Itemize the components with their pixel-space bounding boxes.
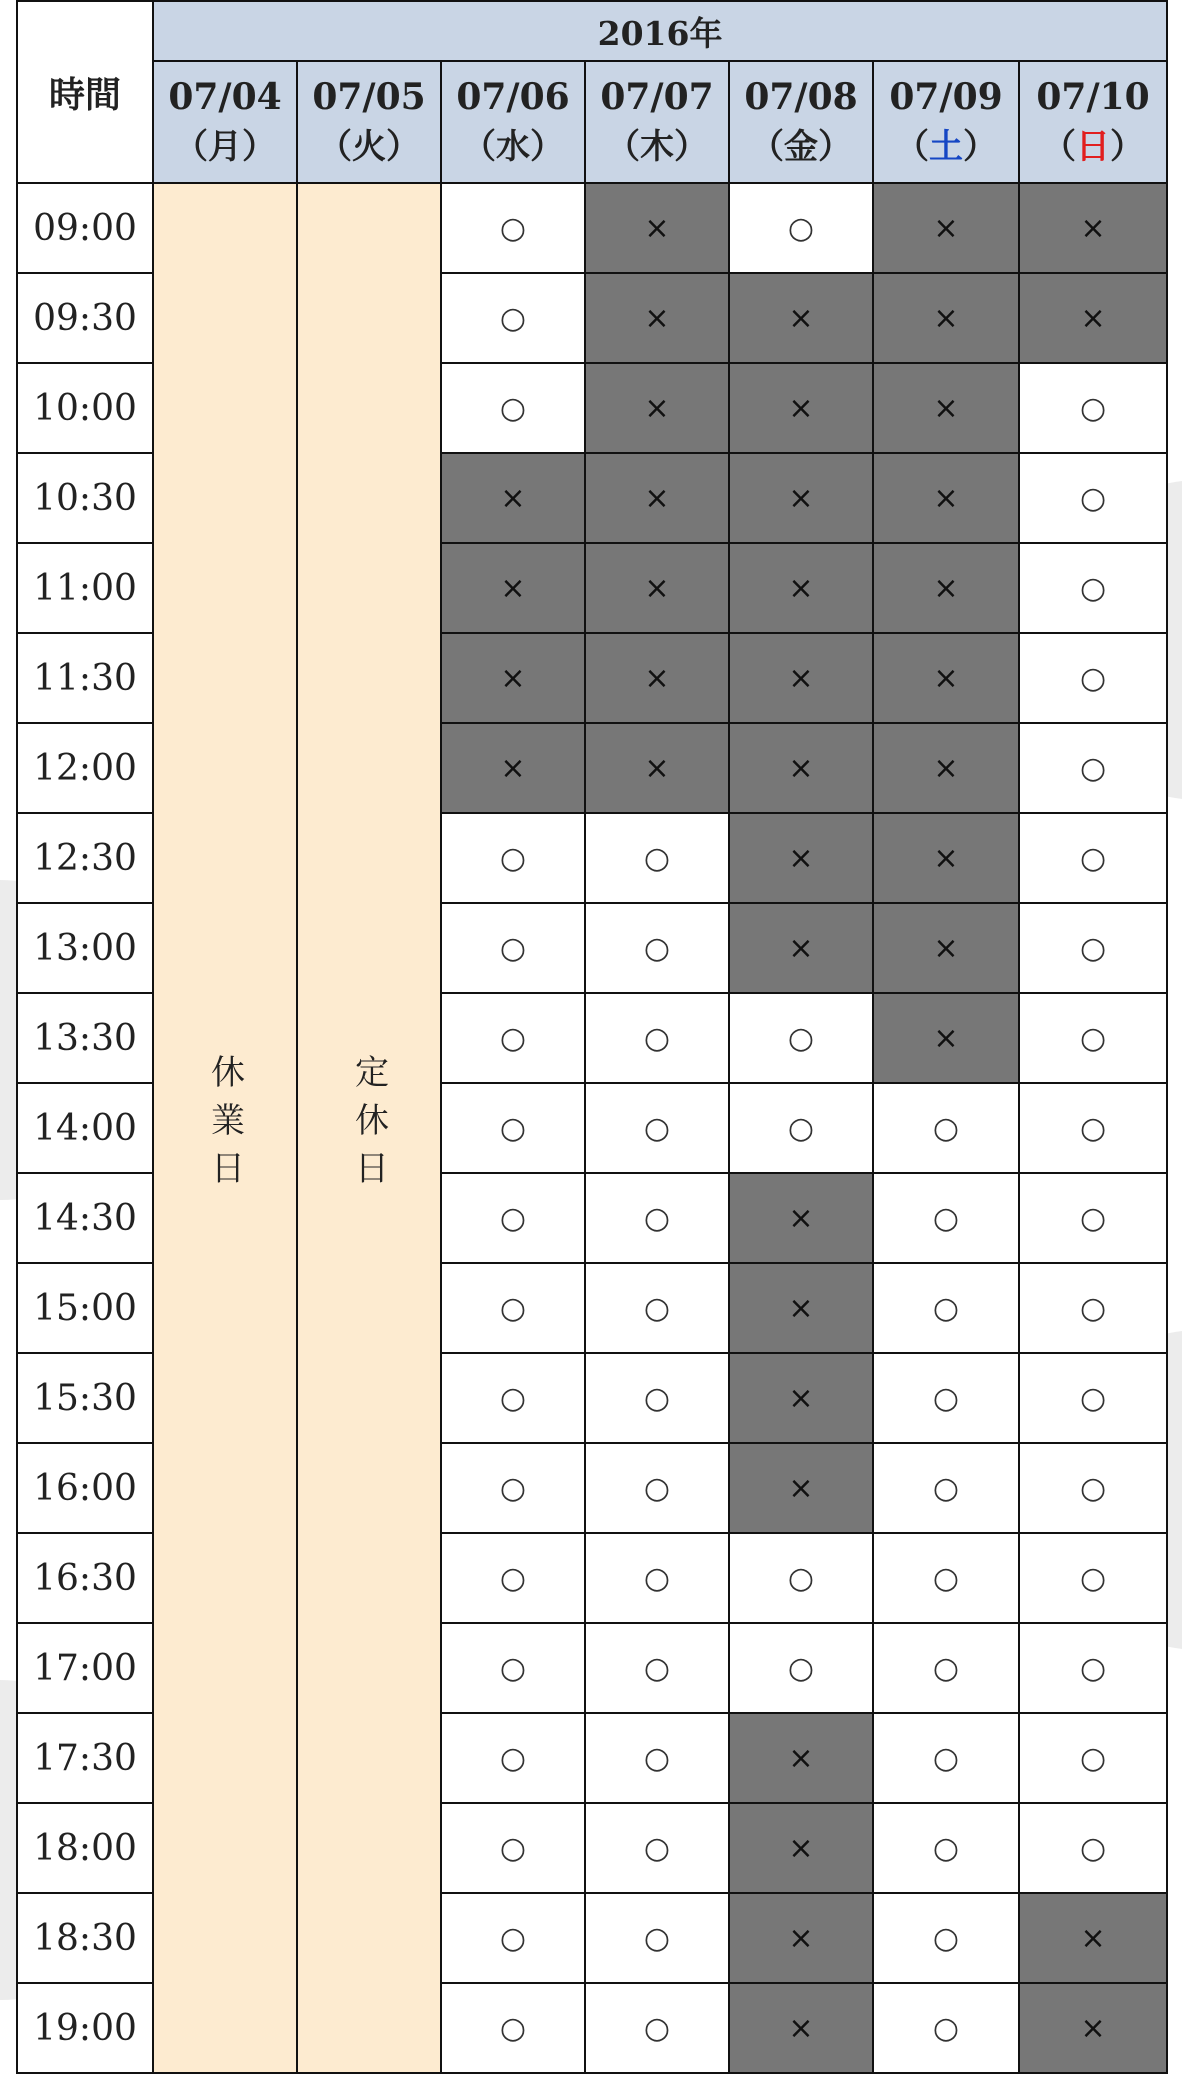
time-cell: 13:30 (17, 993, 153, 1083)
unavailable-slot: × (585, 183, 729, 273)
available-slot[interactable]: ○ (1019, 1713, 1167, 1803)
unavailable-slot: × (441, 543, 585, 633)
unavailable-slot: × (441, 453, 585, 543)
day-weekday: （日） (1042, 127, 1145, 168)
day-weekday: （月） (174, 127, 276, 168)
time-cell: 15:00 (17, 1263, 153, 1353)
unavailable-slot: × (729, 903, 873, 993)
day-header (729, 61, 873, 183)
available-slot[interactable]: ○ (873, 1713, 1019, 1803)
available-slot[interactable]: ○ (441, 813, 585, 903)
day-date: 07/07 (600, 76, 714, 119)
available-slot[interactable]: ○ (1019, 993, 1167, 1083)
available-slot[interactable]: ○ (1019, 543, 1167, 633)
available-slot[interactable]: ○ (1019, 633, 1167, 723)
available-slot[interactable]: ○ (585, 1623, 729, 1713)
time-cell: 10:00 (17, 363, 153, 453)
time-cell: 12:30 (17, 813, 153, 903)
day-date: 07/09 (889, 76, 1003, 119)
day-date: 07/10 (1036, 76, 1150, 119)
unavailable-slot: × (873, 903, 1019, 993)
unavailable-slot: × (441, 633, 585, 723)
available-slot[interactable]: ○ (873, 1803, 1019, 1893)
available-slot[interactable]: ○ (441, 903, 585, 993)
available-slot[interactable]: ○ (873, 1173, 1019, 1263)
available-slot[interactable]: ○ (585, 813, 729, 903)
available-slot[interactable]: ○ (873, 1983, 1019, 2073)
available-slot[interactable]: ○ (441, 1083, 585, 1173)
unavailable-slot: × (729, 363, 873, 453)
day-weekday: （土） (895, 127, 997, 168)
available-slot[interactable]: ○ (1019, 1173, 1167, 1263)
available-slot[interactable]: ○ (585, 1443, 729, 1533)
available-slot[interactable]: ○ (441, 1713, 585, 1803)
available-slot[interactable]: ○ (873, 1893, 1019, 1983)
day-header (873, 61, 1019, 183)
unavailable-slot: × (729, 1713, 873, 1803)
available-slot[interactable]: ○ (585, 1983, 729, 2073)
closed-day-cell (153, 183, 297, 2073)
day-date: 07/05 (312, 76, 426, 119)
available-slot[interactable]: ○ (729, 993, 873, 1083)
unavailable-slot: × (729, 273, 873, 363)
unavailable-slot: × (873, 543, 1019, 633)
time-cell: 09:30 (17, 273, 153, 363)
available-slot[interactable]: ○ (441, 1803, 585, 1893)
available-slot[interactable]: ○ (441, 1983, 585, 2073)
available-slot[interactable]: ○ (873, 1263, 1019, 1353)
available-slot[interactable]: ○ (441, 1263, 585, 1353)
day-weekday: （火） (318, 127, 420, 168)
time-cell: 14:30 (17, 1173, 153, 1263)
saturday-mark: 土 (929, 127, 963, 168)
unavailable-slot: × (729, 1803, 873, 1893)
sunday-mark: 日 (1076, 127, 1111, 168)
available-slot[interactable]: ○ (1019, 813, 1167, 903)
day-weekday: （金） (750, 127, 852, 168)
available-slot[interactable]: ○ (585, 1533, 729, 1623)
closed-day-label: 休業日 (204, 1054, 245, 1198)
available-slot[interactable]: ○ (585, 1353, 729, 1443)
available-slot[interactable]: ○ (585, 1803, 729, 1893)
available-slot[interactable]: ○ (1019, 363, 1167, 453)
available-slot[interactable]: ○ (1019, 903, 1167, 993)
available-slot[interactable]: ○ (729, 1533, 873, 1623)
unavailable-slot: × (729, 453, 873, 543)
available-slot[interactable]: ○ (1019, 1443, 1167, 1533)
available-slot[interactable]: ○ (441, 1623, 585, 1713)
day-date: 07/08 (744, 76, 858, 119)
unavailable-slot: × (729, 633, 873, 723)
unavailable-slot: × (729, 813, 873, 903)
time-cell: 18:30 (17, 1893, 153, 1983)
available-slot[interactable]: ○ (585, 903, 729, 993)
unavailable-slot: × (585, 633, 729, 723)
available-slot[interactable]: ○ (585, 1263, 729, 1353)
time-column-header: 時間 (17, 1, 153, 183)
table-row (17, 183, 1167, 273)
available-slot[interactable]: ○ (729, 1623, 873, 1713)
available-slot[interactable]: ○ (1019, 723, 1167, 813)
available-slot[interactable]: ○ (729, 183, 873, 273)
available-slot[interactable]: ○ (441, 1173, 585, 1263)
unavailable-slot: × (873, 273, 1019, 363)
available-slot[interactable]: ○ (585, 1713, 729, 1803)
available-slot[interactable]: ○ (585, 1083, 729, 1173)
day-date: 07/04 (168, 76, 282, 119)
unavailable-slot: × (585, 273, 729, 363)
available-slot[interactable]: ○ (873, 1443, 1019, 1533)
available-slot[interactable]: ○ (1019, 1083, 1167, 1173)
time-cell: 13:00 (17, 903, 153, 993)
available-slot[interactable]: ○ (441, 993, 585, 1083)
unavailable-slot: × (729, 1893, 873, 1983)
available-slot[interactable]: ○ (585, 1173, 729, 1263)
reservation-schedule-table (16, 0, 1168, 2074)
day-header (1019, 61, 1167, 183)
day-date: 07/06 (456, 76, 570, 119)
available-slot[interactable]: ○ (1019, 1623, 1167, 1713)
available-slot[interactable]: ○ (441, 1353, 585, 1443)
available-slot[interactable]: ○ (1019, 1533, 1167, 1623)
available-slot[interactable]: ○ (585, 993, 729, 1083)
day-header (297, 61, 441, 183)
day-header-row (17, 61, 1167, 183)
available-slot[interactable]: ○ (441, 183, 585, 273)
unavailable-slot: × (873, 633, 1019, 723)
unavailable-slot: × (585, 723, 729, 813)
time-cell: 14:00 (17, 1083, 153, 1173)
available-slot[interactable]: ○ (441, 1443, 585, 1533)
time-cell: 12:00 (17, 723, 153, 813)
unavailable-slot: × (873, 723, 1019, 813)
unavailable-slot: × (729, 1443, 873, 1533)
time-cell: 16:30 (17, 1533, 153, 1623)
available-slot[interactable]: ○ (873, 1623, 1019, 1713)
unavailable-slot: × (1019, 273, 1167, 363)
time-cell: 11:30 (17, 633, 153, 723)
time-cell: 10:30 (17, 453, 153, 543)
available-slot[interactable]: ○ (441, 1893, 585, 1983)
unavailable-slot: × (873, 363, 1019, 453)
time-cell: 09:00 (17, 183, 153, 273)
unavailable-slot: × (729, 1263, 873, 1353)
closed-day-label: 定休日 (348, 1054, 389, 1198)
unavailable-slot: × (441, 723, 585, 813)
available-slot[interactable]: ○ (873, 1083, 1019, 1173)
unavailable-slot: × (585, 363, 729, 453)
available-slot[interactable]: ○ (441, 273, 585, 363)
day-weekday: （木） (606, 127, 708, 168)
unavailable-slot: × (729, 723, 873, 813)
available-slot[interactable]: ○ (729, 1083, 873, 1173)
unavailable-slot: × (729, 1173, 873, 1263)
unavailable-slot: × (1019, 1893, 1167, 1983)
available-slot[interactable]: ○ (441, 363, 585, 453)
available-slot[interactable]: ○ (441, 1533, 585, 1623)
time-cell: 15:30 (17, 1353, 153, 1443)
available-slot[interactable]: ○ (873, 1353, 1019, 1443)
available-slot[interactable]: ○ (873, 1533, 1019, 1623)
unavailable-slot: × (729, 543, 873, 633)
unavailable-slot: × (1019, 1983, 1167, 2073)
time-cell: 18:00 (17, 1803, 153, 1893)
time-cell: 17:30 (17, 1713, 153, 1803)
unavailable-slot: × (873, 813, 1019, 903)
day-weekday: （水） (462, 127, 564, 168)
time-cell: 19:00 (17, 1983, 153, 2073)
day-header (153, 61, 297, 183)
unavailable-slot: × (585, 543, 729, 633)
day-header (441, 61, 585, 183)
time-cell: 16:00 (17, 1443, 153, 1533)
available-slot[interactable]: ○ (1019, 1263, 1167, 1353)
available-slot[interactable]: ○ (1019, 453, 1167, 543)
available-slot[interactable]: ○ (585, 1893, 729, 1983)
closed-day-cell (297, 183, 441, 2073)
day-header (585, 61, 729, 183)
year-header: 2016年 (153, 1, 1167, 61)
time-cell: 17:00 (17, 1623, 153, 1713)
unavailable-slot: × (1019, 183, 1167, 273)
unavailable-slot: × (873, 993, 1019, 1083)
unavailable-slot: × (873, 183, 1019, 273)
unavailable-slot: × (873, 453, 1019, 543)
available-slot[interactable]: ○ (1019, 1803, 1167, 1893)
unavailable-slot: × (729, 1983, 873, 2073)
schedule-body (17, 183, 1167, 2073)
available-slot[interactable]: ○ (1019, 1353, 1167, 1443)
time-cell: 11:00 (17, 543, 153, 633)
unavailable-slot: × (729, 1353, 873, 1443)
unavailable-slot: × (585, 453, 729, 543)
